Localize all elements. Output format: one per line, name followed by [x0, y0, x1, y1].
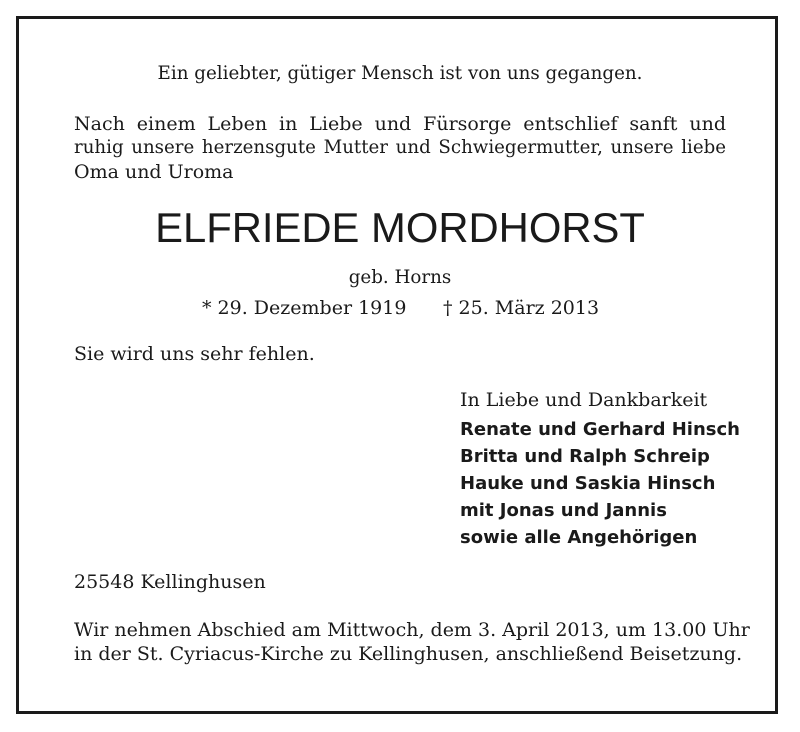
gratitude-line: In Liebe und Dankbarkeit [460, 389, 708, 411]
mourner-name: Renate und Gerhard Hinsch [460, 419, 740, 440]
birth-date: * 29. Dezember 1919 [202, 297, 407, 319]
obituary-paragraph [74, 112, 726, 184]
paragraph-line: ruhig unsere herzensgute Mutter und Schwiegermutter, unsere liebe [74, 137, 726, 158]
maiden-name: geb. Horns [348, 267, 452, 288]
mourner-name: sowie alle Angehörigen [460, 527, 698, 548]
farewell-line: in der St. Cyriacus-Kirche zu Kellinghusen, anschließend Beisetzung. [74, 643, 743, 665]
paragraph-line: Nach einem Leben in Liebe und Fürsorge entschlief sanft und [74, 113, 726, 135]
deceased-name: ELFRIEDE MORDHORST [155, 204, 645, 251]
farewell-line: Wir nehmen Abschied am Mittwoch, dem 3. April 2013, um 13.00 Uhr [74, 619, 750, 641]
location-line: 25548 Kellinghusen [74, 571, 266, 593]
mourner-name: mit Jonas und Jannis [460, 500, 667, 521]
missed-line: Sie wird uns sehr fehlen. [74, 343, 315, 365]
mourner-name: Britta und Ralph Schreip [460, 446, 710, 467]
mourner-name: Hauke und Saskia Hinsch [460, 473, 716, 494]
paragraph-line: Oma und Uroma [74, 161, 234, 183]
death-date: † 25. März 2013 [443, 297, 600, 319]
intro-line: Ein geliebter, gütiger Mensch ist von uns gegangen. [157, 63, 643, 84]
